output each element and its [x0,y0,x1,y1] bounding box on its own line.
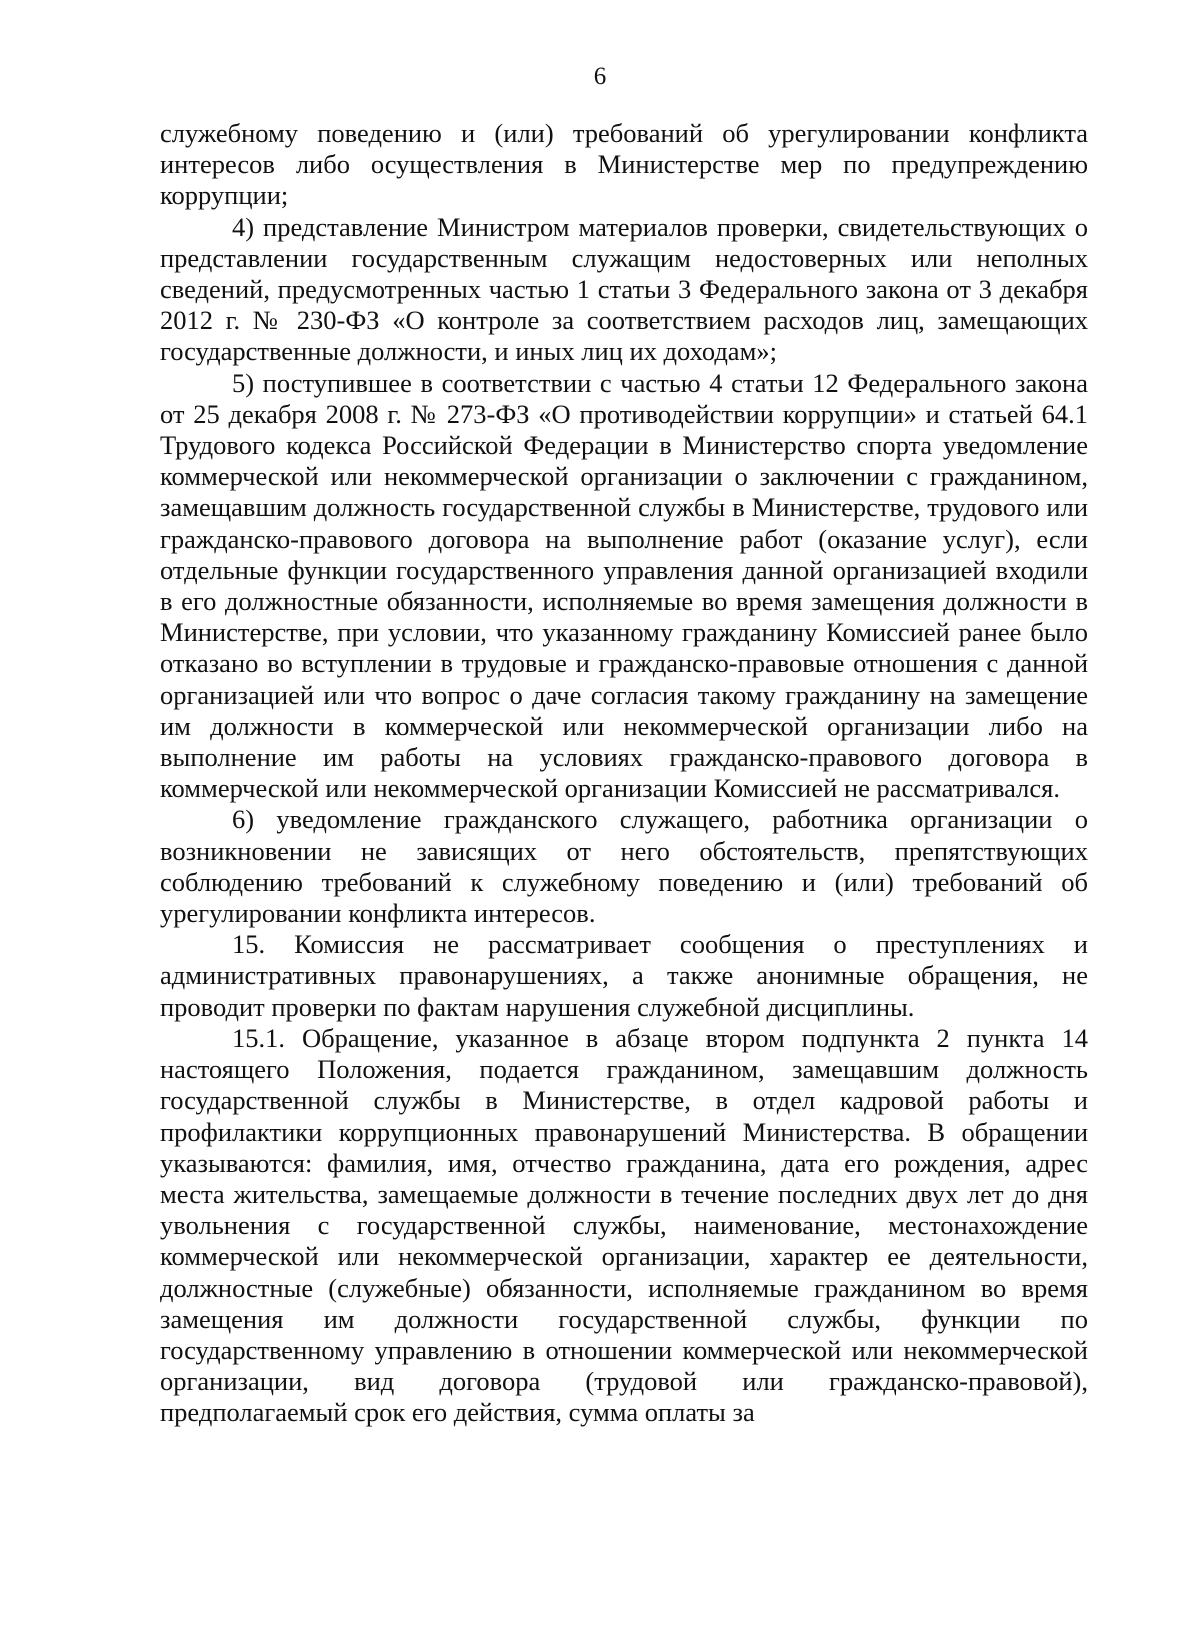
paragraph-section-15-1: 15.1. Обращение, указанное в абзаце втором подпункта 2 пункта 14 настоящего Положения, подается гражданином, замещавшим должность государственной службы в Министерстве, в отдел кадровой работы и профилактики коррупционных правонарушений Министерства. В обращении указываются: фамилия, имя, отчество гражданина, дата его рождения, адрес места жительства, замещаемые должности в течение последних двух лет до дня увольнения с государственной службы, наименование, местонахождение коммерческой или некоммерческой организации, характер ее деятельности, должностные (служебные) обязанности, исполняемые гражданином во время замещения им должности государственной службы, функции по государственному управлению в отношении коммерческой или некоммерческой организации, вид договора (трудовой или гражданско-правовой), предполагаемый срок его действия, сумма оплаты за [160,1022,1088,1428]
paragraph-item-5: 5) поступившее в соответствии с частью 4 статьи 12 Федерального закона от 25 декабря 2008 г. № 273-ФЗ «О противодействии коррупции» и статьей 64.1 Трудового кодекса Российской Федерации в Министерство спорта уведомление коммерческой или некоммерческой организации о заключении с гражданином, замещавшим должность государственной службы в Министерстве, трудового или гражданско-правового договора на выполнение работ (оказание услуг), если отдельные функции государственного управления данной организацией входили в его должностные обязанности, исполняемые во время замещения должности в Министерстве, при условии, что указанному гражданину Комиссией ранее было отказано во вступлении в трудовые и гражданско-правовые отношения с данной организацией или что вопрос о даче согласия такому гражданину на замещение им должности в коммерческой или некоммерческой организации либо на выполнение им работы на условиях гражданско-правового договора в коммерческой или некоммерческой организации Комиссией не рассматривался. [160,367,1088,804]
paragraph-continuation: служебному поведению и (или) требований об урегулировании конфликта интересов либо осуществления в Министерстве мер по предупреждению коррупции; [160,118,1088,211]
page-number: 6 [593,63,607,90]
document-body [160,118,1088,1429]
paragraph-section-15: 15. Комиссия не рассматривает сообщения о преступлениях и административных правонарушениях, а также анонимные обращения, не проводит проверки по фактам нарушения служебной дисциплины. [160,929,1088,1022]
paragraph-item-6: 6) уведомление гражданского служащего, работника организации о возникновении не зависящих от него обстоятельств, препятствующих соблюдению требований к служебному поведению и (или) требований об урегулировании конфликта интересов. [160,804,1088,929]
paragraph-item-4: 4) представление Министром материалов проверки, свидетельствующих о представлении государственным служащим недостоверных или неполных сведений, предусмотренных частью 1 статьи 3 Федерального закона от 3 декабря 2012 г. № 230-ФЗ «О контроле за соответствием расходов лиц, замещающих государственные должности, и иных лиц их доходам»; [160,211,1088,367]
